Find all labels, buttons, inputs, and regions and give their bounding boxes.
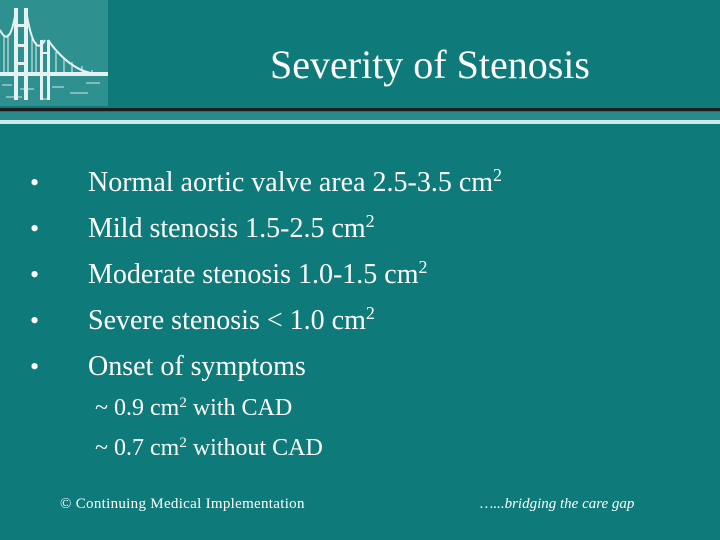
divider-dark-line xyxy=(0,108,720,111)
bullet-item xyxy=(30,252,710,298)
sub-bullet-text: with CAD xyxy=(186,395,293,421)
bullet-item xyxy=(30,344,710,390)
footer-copyright: © Continuing Medical Implementation xyxy=(60,496,305,512)
sub-bullet-list xyxy=(95,388,323,468)
bullet-item xyxy=(30,206,710,252)
superscript: 2 xyxy=(365,211,375,231)
sub-bullet-text: ~ 0.7 cm xyxy=(95,435,180,461)
bullet-item xyxy=(30,160,710,206)
bullet-dot: • xyxy=(30,352,40,381)
title-divider xyxy=(0,108,720,124)
sub-bullet-text: ~ 0.9 cm xyxy=(95,395,180,421)
superscript: 2 xyxy=(418,257,428,277)
bullet-text: Mild stenosis 1.5-2.5 cm xyxy=(88,213,366,244)
bullet-dot: • xyxy=(30,306,40,335)
logo-panel xyxy=(0,0,108,106)
bullet-text: Normal aortic valve area 2.5-3.5 cm xyxy=(88,167,494,198)
sub-bullet-item xyxy=(95,428,323,468)
divider-teal-band xyxy=(0,112,720,120)
bullet-text: Onset of symptoms xyxy=(88,351,306,382)
superscript: 2 xyxy=(179,435,187,451)
bullet-item xyxy=(30,298,710,344)
golden-gate-bridge-icon xyxy=(0,0,108,106)
bullet-dot: • xyxy=(30,260,40,289)
superscript: 2 xyxy=(493,165,503,185)
footer-tagline: …...bridging the care gap xyxy=(480,496,635,512)
bullet-text: Severe stenosis < 1.0 cm xyxy=(88,305,366,336)
bullet-text: Moderate stenosis 1.0-1.5 cm xyxy=(88,259,419,290)
superscript: 2 xyxy=(365,303,375,323)
bullet-dot: • xyxy=(30,168,40,197)
slide-title: Severity of Stenosis xyxy=(270,42,590,87)
sub-bullet-item xyxy=(95,388,323,428)
superscript: 2 xyxy=(179,395,187,411)
bullet-list xyxy=(30,160,710,390)
divider-light-line xyxy=(0,120,720,124)
bullet-dot: • xyxy=(30,214,40,243)
sub-bullet-text: without CAD xyxy=(186,435,323,461)
